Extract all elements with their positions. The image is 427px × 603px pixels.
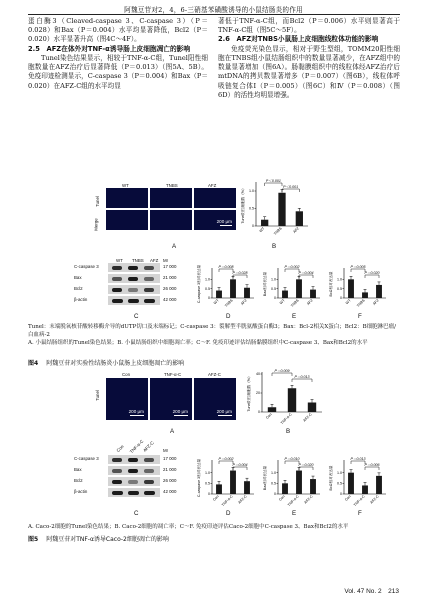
micrograph (106, 188, 148, 208)
y-tick-label: 0.5 (205, 286, 210, 291)
blot-mw-label: 21 000 (163, 467, 177, 472)
scale-bar-label: 200 μm (216, 409, 232, 414)
significance-bracket (233, 467, 247, 470)
x-tick-label: WT (258, 226, 266, 234)
p-value-label: P＝0.005 (350, 265, 366, 269)
bar (261, 220, 268, 226)
p-value-label: P＝0.010 (284, 457, 300, 461)
y-tick-label: 0 (340, 296, 342, 301)
blot-mw-label: 42 000 (163, 489, 177, 494)
blot-band (112, 458, 122, 462)
blot-row-label: Bcl2 (74, 286, 83, 291)
blot-band (112, 491, 123, 495)
blot-band (112, 277, 122, 281)
blot-mw-label: 26 000 (163, 286, 177, 291)
bar (216, 484, 222, 494)
panel-letter: E (292, 510, 297, 517)
bar-chart-5f (328, 448, 390, 508)
blot-group-label: TNF-α-C (128, 438, 145, 455)
figure-title-text: 阿魏豆苷对TNF-α诱导Caco-2细胞凋亡的影响 (46, 536, 169, 543)
p-value-label: P＝0.009 (274, 369, 290, 373)
blot-mw-label: 21 000 (163, 275, 177, 280)
bar (296, 279, 302, 298)
bar-chart-4d (196, 256, 258, 312)
bar (348, 279, 354, 298)
p-value-label: P＝0.028 (232, 271, 248, 275)
row-label: Tunel (94, 196, 100, 207)
p-value-label: P＝0.006 (364, 463, 380, 467)
blot-band (144, 469, 154, 473)
x-tick-label: TNBS (224, 298, 234, 308)
blot-row-label: Bcl2 (74, 478, 83, 483)
blot-mw-label: 26 000 (163, 478, 177, 483)
x-tick-label: TNBS (356, 298, 366, 308)
y-axis-label: Bax相对表达量 (263, 465, 267, 491)
blot-strip (108, 274, 160, 283)
blot-band (112, 469, 122, 473)
panel-letter: E (292, 313, 297, 320)
blot-row-label: β-actin (74, 489, 88, 494)
y-tick-label: 0 (252, 224, 254, 229)
significance-bracket (272, 373, 292, 376)
y-tick-label: 1.0 (337, 470, 342, 475)
blot-band (144, 299, 155, 303)
micrograph (194, 188, 236, 208)
x-tick-label: AFZ-C (302, 412, 313, 423)
p-value-label: P＝0.008 (218, 265, 234, 269)
micrograph (150, 378, 192, 420)
figure-title-text: 阿魏豆苷对实验性结肠炎小鼠肠上皮细胞凋亡的影响 (46, 360, 185, 367)
section-heading-2-5: 2.5 AFZ在体外对TNF-α诱导肠上皮细胞凋亡的影响 (28, 44, 191, 53)
bar (288, 388, 296, 412)
figure-number: 图4 (28, 360, 39, 367)
blot-group-label: TNBS (132, 258, 144, 263)
blot-strip (108, 488, 160, 497)
blot-band (112, 266, 122, 270)
y-axis-label: Tunel阳性细胞数（%） (247, 374, 251, 412)
bar-chart-4f (328, 256, 390, 312)
running-header: 阿魏豆苷对2，4，6-三硝基苯磺酸诱导的小鼠结肠炎的作用 (124, 6, 303, 14)
blot-band (128, 469, 138, 473)
significance-bracket (219, 269, 233, 272)
figure-caption: A. Caco-2细胞的Tunel染色结果；B. Caco-2细胞的凋亡率；C～F. 免疫印迹评估Caco-2细胞中C-caspase 3、Bax和Bcl2的水平 (28, 524, 349, 530)
micrograph (106, 210, 148, 230)
blot-group-label: WT (116, 258, 123, 263)
blot-band (128, 458, 138, 462)
blot-band (144, 288, 154, 292)
y-axis-label: Bax相对表达量 (263, 271, 267, 297)
y-tick-label: 0.5 (249, 206, 254, 211)
panel-letter: B (272, 243, 277, 250)
y-tick-label: 0 (340, 492, 342, 497)
header-rule (28, 14, 400, 15)
bar (376, 285, 382, 298)
bar (244, 481, 250, 494)
p-value-label: P＝0.020 (298, 463, 314, 467)
blot-mw-label: 17 000 (163, 456, 177, 461)
x-tick-label: WT (212, 298, 220, 306)
x-tick-label: AFZ (292, 226, 301, 235)
blot-band (144, 480, 154, 484)
bar (268, 407, 276, 412)
page-footer: Vol. 47 No. 2 213 (344, 588, 399, 595)
bar (362, 485, 368, 494)
p-value-label: P＜0.001 (283, 185, 299, 189)
x-tick-label: AFZ (372, 298, 380, 307)
x-tick-label: AFZ (240, 298, 248, 307)
blot-row-label: C-caspase 3 (74, 456, 99, 461)
y-tick-label: 1.0 (249, 189, 254, 194)
scale-bar-label: 200 μm (128, 409, 144, 414)
bar (296, 211, 303, 226)
blot-strip (108, 466, 160, 475)
y-tick-label: 0.5 (337, 286, 342, 291)
x-tick-label: TNF-α-C (279, 412, 293, 426)
figure-caption: A. 小鼠结肠组织的Tunel染色结果；B. 小鼠结肠组织中细胞凋亡率；C～F. 免疫印迹评估结肠黏膜组织中C-caspase 3、Bax和Bcl2的水平 (28, 340, 368, 346)
x-tick-label: TNBS (290, 298, 300, 308)
bar (244, 288, 250, 298)
x-tick-label: WT (278, 298, 286, 306)
p-value-label: P＝0.013 (350, 457, 366, 461)
kda-unit: Mr (163, 258, 169, 263)
bar (348, 473, 354, 494)
micrograph (194, 210, 236, 230)
blot-strip (108, 285, 160, 294)
y-axis-label: C-caspase 3相对表达量 (197, 264, 201, 304)
row-label: Merge (93, 218, 99, 231)
bar-chart-5d (196, 448, 258, 508)
p-value-label: P＝0.002 (218, 457, 234, 461)
y-tick-label: 0.5 (271, 481, 276, 486)
blot-group-label: AFZ-C (142, 440, 155, 453)
x-tick-label: TNBS (273, 226, 283, 236)
significance-bracket (299, 275, 313, 278)
significance-bracket (351, 269, 365, 272)
micrograph (150, 188, 192, 208)
y-tick-label: 0 (274, 492, 276, 497)
right-column (218, 17, 400, 100)
y-tick-label: 40 (256, 372, 260, 377)
bar-chart-5b (246, 360, 326, 426)
paragraph: 免疫荧光染色显示，相对于野生型组，TOMM20阳性细胞在TNBS组小鼠结肠组织中的数量显著减少，在AFZ组中的数量显著增加（图6A）。肠黏膜组织中的线粒体经AFZ治疗后mtDNA的拷贝数显著增多（P＝0.007）（图6B），线粒体呼吸链复合体Ⅰ（P＝0.005）（图6C）和Ⅳ（P＝0.008）（图6D）的活性均明显增强。 (218, 44, 400, 99)
blot-band (112, 288, 122, 292)
panel-letter: D (226, 313, 231, 320)
p-value-label: P＝0.002 (284, 265, 300, 269)
y-tick-label: 0 (208, 296, 210, 301)
bar-chart-5e (262, 448, 324, 508)
blot-band (144, 277, 154, 281)
y-tick-label: 0.5 (337, 481, 342, 486)
blot-group-label: Con (115, 443, 125, 454)
p-value-label: P＜0.001 (265, 179, 281, 183)
x-tick-label: Con (212, 494, 220, 502)
panel-letter: B (286, 428, 291, 435)
x-tick-label: Con (265, 412, 273, 420)
panel-letter: C (134, 510, 139, 517)
blot-strip (108, 263, 160, 272)
bar (216, 291, 222, 298)
blot-strip (108, 455, 160, 464)
panel-letter: A (170, 428, 175, 435)
y-tick-label: 0.5 (271, 286, 276, 291)
significance-bracket (265, 183, 282, 186)
bar-chart-4e (262, 256, 324, 312)
significance-bracket (285, 461, 299, 464)
bar (296, 471, 302, 494)
panel-letter: D (226, 510, 231, 517)
bar (310, 479, 316, 494)
bar (282, 483, 288, 494)
y-tick-label: 1.0 (271, 470, 276, 475)
blot-band (112, 299, 123, 303)
y-tick-label: 0 (208, 492, 210, 497)
significance-bracket (365, 467, 379, 470)
blot-row-label: β-actin (74, 297, 88, 302)
panel-letter: C (134, 313, 139, 320)
blot-band (144, 266, 154, 270)
y-tick-label: 0 (258, 410, 260, 415)
micrograph (150, 210, 192, 230)
bar (362, 292, 368, 298)
x-tick-label: AFZ-C (303, 494, 314, 505)
blot-mw-label: 42 000 (163, 297, 177, 302)
blot-band (112, 480, 122, 484)
blot-row-label: C-caspase 3 (74, 264, 99, 269)
scale-bar-label: 200 μm (216, 219, 232, 224)
group-label: AFZ-C (208, 372, 221, 377)
y-axis-label: C-caspase 3相对表达量 (197, 458, 201, 498)
figure-note: Tunel：末端脱氧核苷酸转移酶介导的dUTP切口及末端标记；C-caspase 3：裂解型半胱氨酸蛋白酶3；Bax：Bcl-2相关X蛋白；Bcl2：B细胞淋巴瘤/白血病-2 (28, 324, 397, 338)
figure-title (28, 358, 184, 367)
y-tick-label: 1.0 (205, 277, 210, 282)
blot-band (128, 491, 139, 495)
bar-chart-4b (240, 170, 312, 240)
significance-bracket (219, 461, 233, 464)
bar (230, 279, 236, 298)
blot-band (128, 277, 138, 281)
micrograph (194, 378, 236, 420)
y-tick-label: 1.0 (337, 277, 342, 282)
group-label: TNF-α-C (164, 372, 182, 377)
y-tick-label: 1.0 (271, 277, 276, 282)
row-label: Tunel (94, 390, 100, 401)
y-axis-label: Tunel阳性细胞数（%） (241, 186, 245, 224)
group-label: WT (122, 183, 129, 188)
figure-title (28, 534, 169, 543)
micrograph (106, 378, 148, 420)
panel-letter: A (172, 243, 177, 250)
blot-band (128, 266, 138, 270)
group-label: Con (122, 372, 131, 377)
bar (376, 476, 382, 494)
group-label: AFZ (208, 183, 217, 188)
blot-band (144, 491, 155, 495)
scale-bar-label: 200 μm (172, 409, 188, 414)
blot-band (128, 299, 139, 303)
blot-strip (108, 477, 160, 486)
paragraph: 蛋白酶3（Cleaved-caspase 3、C-caspase 3）（P＝0.028）和Bax（P＝0.004）水平均显著降低，Bcl2（P＝0.020）水平显著升高（图4C～4F）。 (28, 17, 208, 44)
y-tick-label: 0.5 (205, 481, 210, 486)
blot-row-label: Bax (74, 275, 82, 280)
paragraph: Tunel染色结果显示，相较于TNF-α-C组，Tunel阳性细胞数量在AFZ治疗后显著降低（P＝0.013）（图5A、5B）。免疫印迹检测显示，C-caspase 3（P＝0.004）和Bax（P＝0.020）在AFZ-C组的水平均显 (28, 54, 208, 90)
significance-bracket (351, 461, 365, 464)
significance-bracket (233, 275, 247, 278)
panel-letter: F (358, 510, 362, 517)
group-label: TNBS (166, 183, 178, 188)
x-tick-label: TNF-α-C (286, 494, 300, 508)
x-tick-label: TNF-α-C (352, 494, 366, 508)
x-tick-label: WT (344, 298, 352, 306)
left-column (28, 17, 208, 91)
blot-group-label: AFZ (150, 258, 159, 263)
significance-bracket (299, 467, 313, 470)
p-value-label: P＝0.004 (298, 271, 314, 275)
p-value-label: P＝0.020 (364, 271, 380, 275)
blot-strip (108, 296, 160, 305)
figure-number: 图5 (28, 536, 39, 543)
y-axis-label: Bcl2相对表达量 (329, 271, 333, 297)
y-tick-label: 1.0 (205, 470, 210, 475)
x-tick-label: TNF-α-C (220, 494, 234, 508)
p-value-label: P＝0.004 (232, 463, 248, 467)
x-tick-label: AFZ-C (369, 494, 380, 505)
blot-band (128, 288, 138, 292)
bar (282, 291, 288, 298)
x-tick-label: AFZ-C (237, 494, 248, 505)
section-heading-2-6: 2.6 AFZ对TNBS小鼠肠上皮细胞线粒体功能的影响 (218, 35, 379, 44)
kda-unit: Mr (163, 448, 169, 453)
bar (308, 403, 316, 413)
y-tick-label: 20 (256, 391, 260, 396)
x-tick-label: Con (278, 494, 286, 502)
significance-bracket (282, 189, 299, 192)
blot-band (144, 458, 154, 462)
x-tick-label: Con (344, 494, 352, 502)
bar (310, 290, 316, 298)
blot-row-label: Bax (74, 467, 82, 472)
significance-bracket (285, 269, 299, 272)
paragraph: 著低于TNF-α-C组，而Bcl2（P＝0.006）水平则显著高于TNF-α-C组（图5C～5F）。 (218, 17, 400, 35)
bar (278, 193, 285, 226)
blot-band (128, 480, 138, 484)
significance-bracket (365, 275, 379, 278)
y-axis-label: Bcl2相对表达量 (329, 465, 333, 491)
panel-letter: F (358, 313, 362, 320)
bar (230, 471, 236, 494)
blot-mw-label: 17 000 (163, 264, 177, 269)
y-tick-label: 0 (274, 296, 276, 301)
significance-bracket (292, 379, 312, 382)
p-value-label: P＝0.013 (294, 375, 310, 379)
x-tick-label: AFZ (306, 298, 314, 307)
